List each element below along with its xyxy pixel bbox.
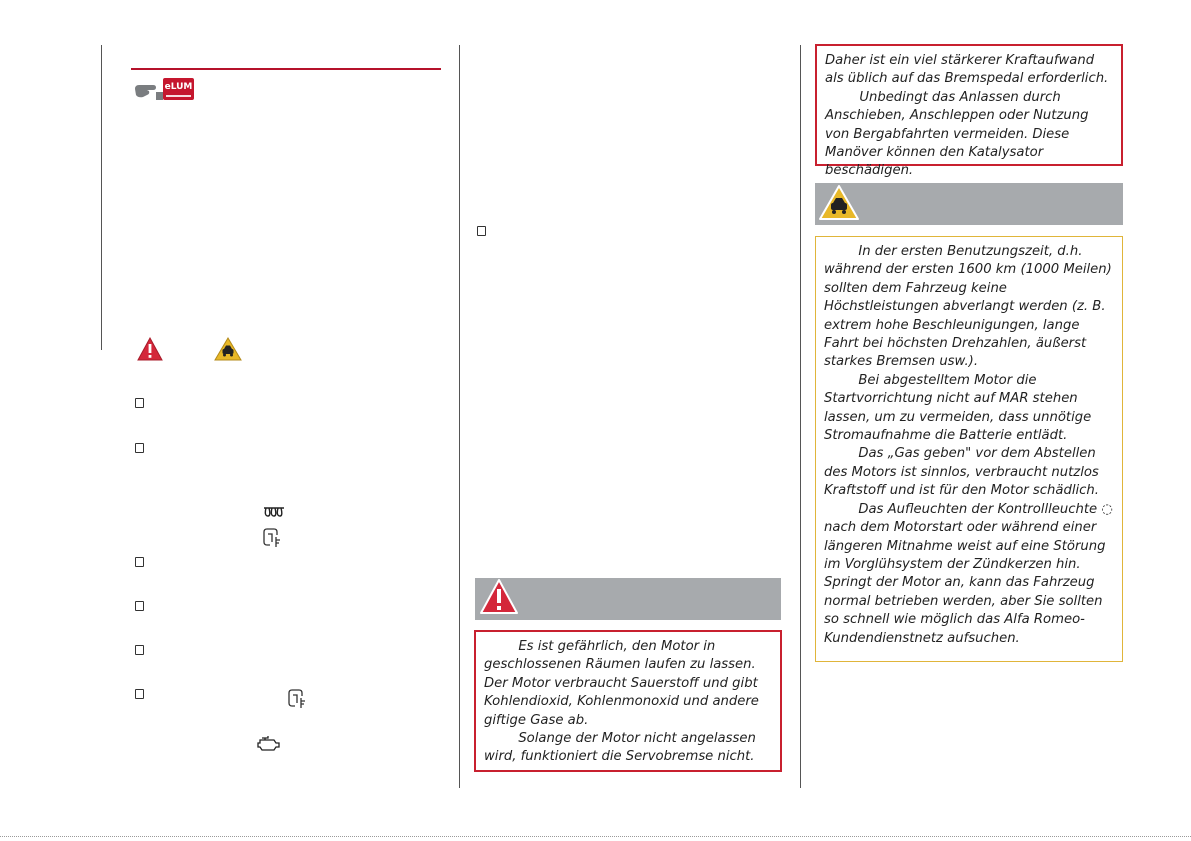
caution-paragraph: Bei abgestelltem Motor die Startvorrichtung nicht auf MAR stehen lassen, um zu vermeiden, dass unnötige Stromaufnahme die Batterie entlädt. xyxy=(824,372,1092,444)
caution-paragraph: Das „Gas geben" vor dem Abstellen des Motors ist sinnlos, verbraucht nutzlos Kraftstoff und ist für den Motor schädlich. xyxy=(824,446,1099,499)
bullet-marker xyxy=(135,443,144,453)
bullet-marker xyxy=(135,645,144,655)
elum-logo: eLUM xyxy=(163,78,194,100)
danger-triangle-icon xyxy=(137,337,163,361)
danger-triangle-icon xyxy=(479,578,519,616)
bullet-marker xyxy=(135,689,144,699)
glow-plug-icon xyxy=(263,507,285,517)
pointing-hand-icon xyxy=(133,80,163,100)
section-top-rule xyxy=(131,68,441,70)
caution-paragraph: In der ersten Benutzungszeit, d.h. während der ersten 1600 km (1000 Meilen) sollten dem Fahrzeug keine Höchstleistungen abverlangt werden (z. B. extrem hohe Beschleunigungen, lange Fahrt bei höchsten Drehzahlen, äußerst starkes Bremsen usw.). xyxy=(824,244,1112,370)
caution-car-triangle-icon xyxy=(818,184,860,222)
caution-note-box xyxy=(815,236,1123,662)
column-divider-2 xyxy=(800,45,801,788)
column-divider-1 xyxy=(459,45,460,788)
engine-check-icon xyxy=(257,735,281,751)
left-margin-line xyxy=(101,45,102,350)
danger-warning-box-continued xyxy=(815,44,1123,179)
danger-warning-box xyxy=(474,630,782,772)
bullet-marker xyxy=(477,226,486,236)
warning-paragraph: Daher ist ein viel stärkerer Kraftaufwand als üblich auf das Bremspedal erforderlich. xyxy=(825,53,1109,87)
bullet-marker xyxy=(135,398,144,408)
warning-paragraph: Es ist gefährlich, den Motor in geschlossenen Räumen laufen zu lassen. Der Motor verbraucht Sauerstoff und gibt Kohlendioxid, Kohlenmonoxid und andere giftige Gase ab. xyxy=(484,639,759,728)
bullet-marker xyxy=(135,601,144,611)
warning-paragraph: Unbedingt das Anlassen durch Anschieben, Anschleppen oder Nutzung von Bergabfahrten vermeiden. Diese Manöver können den Katalysator beschädigen. xyxy=(825,89,1089,179)
bullet-marker xyxy=(135,557,144,567)
caution-paragraph: Das Aufleuchten der Kontrollleuchte ◌ nach dem Motorstart oder während einer längeren Mitnahme weist auf eine Störung im Vorglühsystem der Zündkerzen hin. Springt der Motor an, kann das Fahrzeug normal betrieben werden, aber Sie sollten so schnell wie möglich das Alfa Romeo-Kundendienstnetz aufsuchen. xyxy=(824,501,1113,646)
caution-header-band xyxy=(815,183,1123,225)
bottom-dotted-border xyxy=(0,836,1191,837)
immobilizer-icon xyxy=(262,528,284,548)
danger-header-band xyxy=(475,578,781,620)
caution-car-triangle-icon xyxy=(214,337,242,361)
immobilizer-icon xyxy=(287,689,309,709)
warning-paragraph: Solange der Motor nicht angelassen wird, funktioniert die Servobremse nicht. xyxy=(484,731,756,765)
